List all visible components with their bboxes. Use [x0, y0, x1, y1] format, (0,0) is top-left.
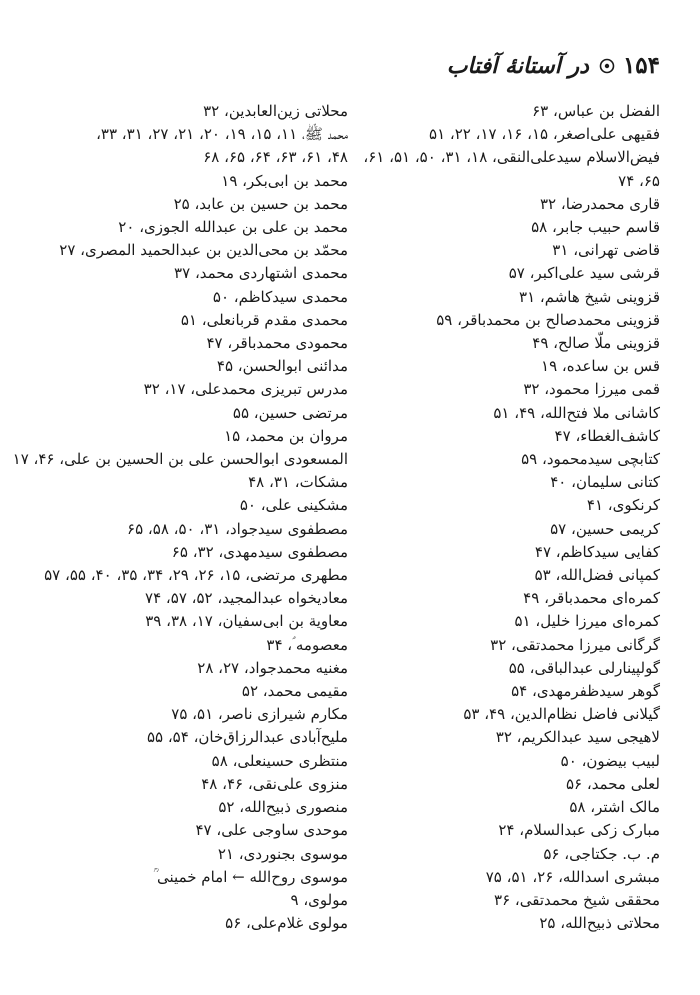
- index-entry: محمدی مقدم قربانعلی، ۵۱: [180, 310, 348, 329]
- index-entry: کاشف‌الغطاء، ۴۷: [554, 426, 660, 445]
- index-entry: کتابچی سیدمحمود، ۵۹: [521, 450, 660, 469]
- index-entry: قاسم حبیب جابر، ۵۸: [531, 218, 660, 237]
- index-entry: گولپینارلی عبدالباقی، ۵۵: [508, 658, 660, 677]
- flower-ornament-icon: [599, 58, 615, 74]
- index-entry: مدائنی ابوالحسن، ۴۵: [216, 357, 348, 376]
- index-entry: المسعودی ابوالحسن علی بن الحسین بن علی، ۴۶، ۱۷: [12, 450, 348, 469]
- index-entry: محمدی اشتهاردی محمد، ۳۷: [174, 264, 348, 283]
- index-entry: قزوینی ملّا صالح، ۴۹: [532, 334, 660, 353]
- index-entry: منتظری حسینعلی، ۵۸: [211, 751, 348, 770]
- index-entry: مدرس تبریزی محمدعلی، ۱۷، ۳۲: [143, 380, 348, 399]
- index-entry: قاری محمدرضا، ۳۲: [539, 194, 660, 213]
- index-entry: کمره‌ای میرزا خلیل، ۵۱: [514, 612, 660, 631]
- index-entry: ۴۸، ۶۱، ۶۳، ۶۴، ۶۵، ۶۸: [203, 148, 348, 167]
- index-entry: مولوی، ۹: [290, 890, 348, 909]
- index-entry: ملیح‌آبادی عبدالرزاق‌خان، ۵۴، ۵۵: [146, 728, 348, 747]
- index-entry: مصطفوی سیدجواد، ۳۱، ۵۰، ۵۸، ۶۵: [127, 519, 348, 538]
- index-entry: مبارک زکی عبدالسلام، ۲۴: [498, 821, 660, 840]
- index-entry: م. ب. جکتاجی، ۵۶: [543, 844, 660, 863]
- index-entry: محمد بن ابی‌بکر، ۱۹: [221, 171, 348, 190]
- page-header: [447, 52, 660, 79]
- index-entry: مطهری مرتضی، ۱۵، ۲۶، ۲۹، ۳۴، ۳۵، ۴۰، ۵۵، ۵۷: [44, 566, 348, 585]
- index-entry: محمدی سیدکاظم، ۵۰: [212, 287, 348, 306]
- index-entry: محلاتی زین‌العابدین، ۳۲: [203, 102, 348, 120]
- index-entry: مشکات، ۳۱، ۴۸: [248, 473, 348, 492]
- index-entry: قس بن ساعده، ۱۹: [541, 357, 660, 376]
- index-entry: فقیهی علی‌اصغر، ۱۵، ۱۶، ۱۷، ۲۲، ۵۱: [429, 125, 660, 144]
- index-entry: ۶۵، ۷۴: [618, 171, 660, 190]
- index-entry: قرشی سید علی‌اکبر، ۵۷: [508, 264, 660, 283]
- index-entry: فیض‌الاسلام سیدعلی‌النقی، ۱۸، ۳۱، ۵۰، ۵۱، ۶۱،: [363, 148, 660, 167]
- index-column-left: [12, 100, 348, 935]
- index-entry: منصوری ذبیح‌الله، ۵۲: [218, 798, 348, 817]
- index-entry: قمی میرزا محمود، ۳۲: [523, 380, 660, 399]
- index-entry: موسوی روح‌الله ← امام خمینی ؒ: [153, 867, 348, 886]
- index-entry: کتانی سلیمان، ۴۰: [550, 473, 660, 492]
- index-entry: معاویة بن ابی‌سفیان، ۱۷، ۳۸، ۳۹: [145, 612, 348, 631]
- index-entry: معادیخواه عبدالمجید، ۵۲، ۵۷، ۷۴: [145, 589, 348, 608]
- index-entry: گوهر سیدظفرمهدی، ۵۴: [511, 682, 660, 701]
- index-entry: لبیب بیضون، ۵۰: [560, 751, 660, 770]
- index-entry: مولوی غلام‌علی، ۵۶: [225, 914, 348, 933]
- index-entry: مبشری اسدالله، ۲۶، ۵۱، ۷۵: [485, 867, 660, 886]
- index-entry: مالک اشتر، ۵۸: [569, 798, 660, 817]
- index-entry: محققی شیخ محمدتقی، ۳۶: [494, 890, 660, 909]
- index-entry: مقیمی محمد، ۵۲: [241, 682, 348, 701]
- index-entry: مکارم شیرازی ناصر، ۵۱، ۷۵: [171, 705, 348, 724]
- index-entry: لاهیجی سید عبدالکریم، ۳۲: [495, 728, 660, 747]
- index-entry: لعلی محمد، ۵۶: [565, 774, 660, 793]
- index-entry: محمد ﷺ، ۱۱، ۱۵، ۱۹، ۲۰، ۲۱، ۲۷، ۳۱، ۳۳،: [96, 125, 348, 144]
- index-entry: کاشانی ملا فتح‌الله، ۴۹، ۵۱: [493, 403, 660, 422]
- index-entry: کرنکوی، ۴۱: [586, 496, 660, 515]
- index-entry: کریمی حسین، ۵۷: [550, 519, 660, 538]
- index-entry: محمد بن علی بن عبدالله الجوزی، ۲۰: [118, 218, 348, 237]
- index-entry: قزوینی شیخ هاشم، ۳۱: [519, 287, 660, 306]
- index-entry: منزوی علی‌نقی، ۴۶، ۴۸: [201, 774, 348, 793]
- index-column-right: [360, 100, 660, 935]
- index-entry: محمّد بن محی‌الدین بن عبدالحمید المصری، ۲۷: [59, 241, 348, 260]
- index-entry: گرگانی میرزا محمدتقی، ۳۲: [490, 635, 660, 654]
- running-title: در آستانهٔ آفتاب: [446, 52, 589, 79]
- index-entry: کمپانی فضل‌الله، ۵۳: [534, 566, 660, 585]
- index-entry: کمره‌ای محمدباقر، ۴۹: [523, 589, 660, 608]
- index-entry: گیلانی فاضل نظام‌الدین، ۴۹، ۵۳: [463, 705, 660, 724]
- index-entry: محلاتی ذبیح‌الله، ۲۵: [539, 914, 660, 933]
- index-entry: کفایی سیدکاظم، ۴۷: [534, 542, 660, 561]
- index-entry: مشکینی علی، ۵۰: [239, 496, 348, 515]
- index-entry: مروان بن محمد، ۱۵: [224, 426, 348, 445]
- page-number: ۱۵۴: [622, 52, 660, 79]
- index-entry: مصطفوی سیدمهدی، ۳۲، ۶۵: [171, 542, 348, 561]
- index-entry: الفضل بن عباس، ۶۳: [532, 102, 660, 120]
- index-entry: موحدی ساوجی علی، ۴۷: [195, 821, 348, 840]
- index-entry: قاضی تهرانی، ۳۱: [552, 241, 660, 260]
- index-entry: محمد بن حسین بن عابد، ۲۵: [173, 194, 348, 213]
- index-entry: مرتضی حسین، ۵۵: [232, 403, 348, 422]
- index-entry: معصومه ؑ، ۳۴: [266, 635, 348, 654]
- index-entry: محمودی محمدباقر، ۴۷: [206, 334, 348, 353]
- index-entry: مغنیه محمدجواد، ۲۷، ۲۸: [197, 658, 348, 677]
- index-entry: موسوی بجنوردی، ۲۱: [217, 844, 348, 863]
- index-entry: قزوینی محمدصالح بن محمدباقر، ۵۹: [436, 310, 660, 329]
